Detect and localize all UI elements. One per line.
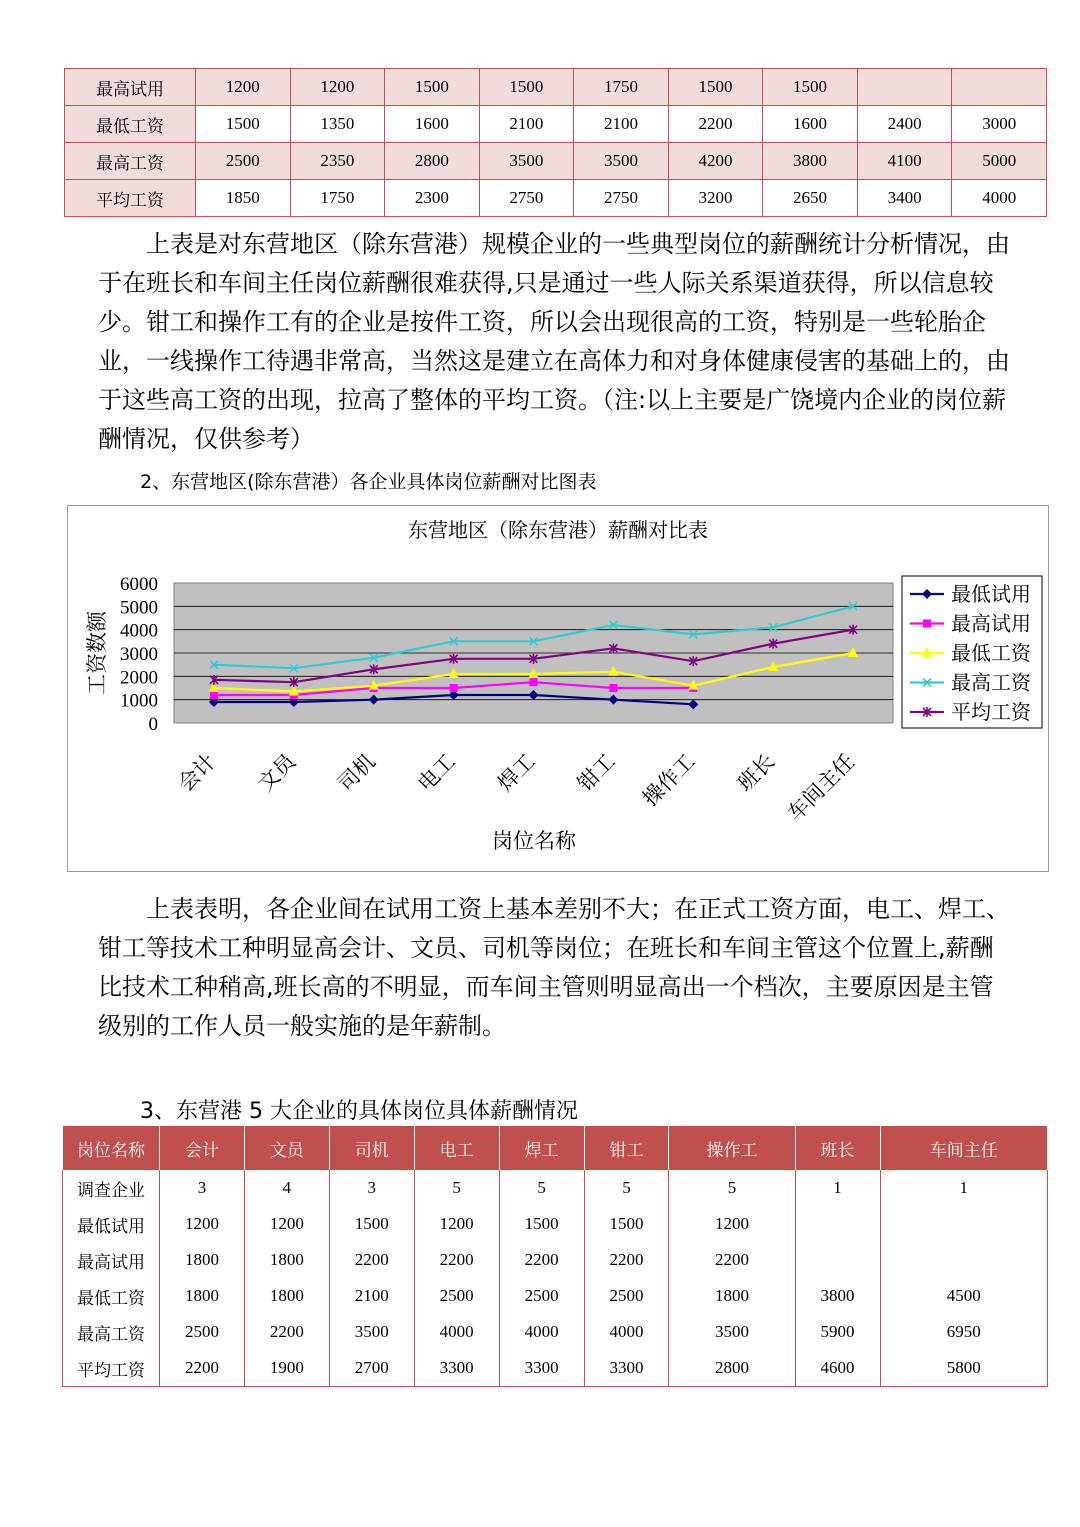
column-header: 司机: [329, 1127, 414, 1171]
table-cell: 2500: [584, 1278, 669, 1314]
row-label: 最高工资: [63, 1314, 160, 1350]
data-point: [210, 691, 218, 699]
table-cell: 3500: [479, 143, 574, 180]
section-heading-2: 2、东营地区(除东营港）各企业具体岗位薪酬对比图表: [140, 471, 597, 493]
chart-svg: [68, 506, 1048, 871]
table-cell: [952, 69, 1047, 106]
table-cell: 1600: [385, 106, 480, 143]
table-cell: 4000: [952, 180, 1047, 217]
row-label: 最低工资: [65, 106, 196, 143]
table-cell: 4000: [414, 1314, 499, 1350]
table-cell: 6950: [880, 1314, 1048, 1350]
table-cell: 3500: [574, 143, 669, 180]
y-tick-label: 4000: [120, 620, 158, 642]
y-tick-label: 2000: [120, 667, 158, 689]
table-header-row: [63, 1127, 1048, 1171]
table-row: [65, 106, 1047, 143]
table-cell: 3: [160, 1170, 245, 1206]
table-cell: 5: [499, 1170, 584, 1206]
salary-comparison-chart: [67, 505, 1049, 872]
table-cell: 1850: [196, 180, 291, 217]
x-tick-label: 钳工: [573, 749, 620, 796]
table-cell: 4000: [499, 1314, 584, 1350]
table-cell: 1200: [244, 1206, 329, 1242]
table-cell: [880, 1242, 1048, 1278]
table-cell: 1750: [574, 69, 669, 106]
legend-label: 最低工资: [951, 641, 1031, 665]
row-label: 调查企业: [63, 1170, 160, 1206]
y-tick-label: 3000: [120, 644, 158, 665]
column-header: 岗位名称: [63, 1127, 160, 1171]
x-tick-label: 车间主任: [782, 749, 860, 826]
table-cell: 5: [669, 1170, 795, 1206]
legend-label: 最高工资: [951, 670, 1031, 695]
column-header: 车间主任: [880, 1127, 1048, 1171]
table-cell: 4000: [584, 1314, 669, 1350]
table-cell: 1750: [290, 180, 385, 217]
row-label: 最高工资: [65, 143, 196, 180]
table-cell: 3200: [668, 180, 763, 217]
table-cell: [795, 1242, 880, 1278]
table-cell: 5: [584, 1170, 669, 1206]
table-cell: [795, 1206, 880, 1242]
table-cell: 2200: [499, 1242, 584, 1278]
table-cell: 1500: [668, 69, 763, 106]
legend-marker: [923, 620, 931, 628]
table-cell: [880, 1206, 1048, 1242]
column-header: 钳工: [584, 1127, 669, 1171]
table-cell: 1500: [479, 69, 574, 106]
x-tick-label: 电工: [413, 749, 460, 796]
y-axis-label: 工资数额: [85, 611, 109, 695]
data-point: [609, 684, 617, 692]
legend-label: 最低试用: [951, 582, 1031, 606]
table-cell: 1500: [196, 106, 291, 143]
column-header: 会计: [160, 1127, 245, 1171]
table-cell: 4500: [880, 1278, 1048, 1314]
table-row: [63, 1242, 1048, 1278]
table-cell: 4600: [795, 1350, 880, 1387]
table-row: [63, 1350, 1048, 1387]
table-cell: 1800: [244, 1278, 329, 1314]
x-tick-label: 司机: [333, 749, 381, 796]
table-cell: 2750: [574, 180, 669, 217]
table-cell: 1500: [584, 1206, 669, 1242]
table-cell: 1800: [160, 1242, 245, 1278]
table-row: [65, 143, 1047, 180]
row-label: 平均工资: [65, 180, 196, 217]
table-cell: 2200: [668, 106, 763, 143]
table-row: [65, 180, 1047, 217]
table-cell: 2100: [329, 1278, 414, 1314]
table-cell: 2200: [414, 1242, 499, 1278]
column-header: 班长: [795, 1127, 880, 1171]
table-row: [63, 1278, 1048, 1314]
table-row: [63, 1206, 1048, 1242]
table-cell: 5900: [795, 1314, 880, 1350]
table-cell: 3000: [952, 106, 1047, 143]
chart-title: 东营地区（除东营港）薪酬对比表: [408, 518, 708, 542]
table-cell: 1800: [160, 1278, 245, 1314]
table-cell: 3800: [763, 143, 858, 180]
table-row: [65, 69, 1047, 106]
column-header: 文员: [244, 1127, 329, 1171]
data-point: [530, 678, 538, 686]
salary-table-continued: [64, 68, 1047, 217]
table-cell: 5800: [880, 1350, 1048, 1387]
table-cell: 2500: [196, 143, 291, 180]
table-cell: 3300: [414, 1350, 499, 1387]
table-row: [63, 1314, 1048, 1350]
table-cell: 1: [880, 1170, 1048, 1206]
table-cell: 1500: [499, 1206, 584, 1242]
table-cell: 1800: [244, 1242, 329, 1278]
table-cell: 2100: [479, 106, 574, 143]
port-salary-table: [62, 1126, 1048, 1387]
table-cell: 1500: [385, 69, 480, 106]
row-label: 最低工资: [63, 1278, 160, 1314]
table-cell: 2500: [499, 1278, 584, 1314]
table-cell: 2700: [329, 1350, 414, 1387]
x-tick-label: 操作工: [638, 749, 700, 811]
table-cell: 3500: [329, 1314, 414, 1350]
table-cell: 1900: [244, 1350, 329, 1387]
analysis-paragraph-1-text: 上表是对东营地区（除东营港）规模企业的一些典型岗位的薪酬统计分析情况，由于在班长和车间主任岗位薪酬很难获得,只是通过一些人际关系渠道获得，所以信息较少。钳工和操作工有的企业是按件工资，所以会出现很高的工资，特别是一些轮胎企业，一线操作工待遇非常高，当然这是建立在高体力和对身体健康侵害的基础上的，由于这些高工资的出现，拉高了整体的平均工资。（注:以上主要是广饶境内企业的岗位薪酬情况，仅供参考）: [98, 230, 1010, 453]
table-cell: 2800: [385, 143, 480, 180]
table-cell: 1600: [763, 106, 858, 143]
table-cell: 1200: [669, 1206, 795, 1242]
y-tick-label: 0: [148, 714, 158, 735]
table-cell: 2300: [385, 180, 480, 217]
table-cell: 1200: [290, 69, 385, 106]
row-label: 最低试用: [63, 1206, 160, 1242]
column-header: 电工: [414, 1127, 499, 1171]
table-cell: 1200: [160, 1206, 245, 1242]
analysis-paragraph-2-text: 上表表明，各企业间在试用工资上基本差别不大；在正式工资方面，电工、焊工、钳工等技术工种明显高会计、文员、司机等岗位；在班长和车间主管这个位置上,薪酬比技术工种稍高,班长高的不明显，而车间主管则明显高出一个档次，主要原因是主管级别的工作人员一般实施的是年薪制。: [98, 895, 1010, 1040]
table-cell: 2200: [584, 1242, 669, 1278]
table-cell: 3300: [499, 1350, 584, 1387]
table-cell: 2200: [669, 1242, 795, 1278]
x-tick-label: 班长: [732, 749, 780, 796]
y-tick-label: 1000: [120, 690, 158, 712]
table-cell: 2650: [763, 180, 858, 217]
y-tick-label: 5000: [120, 597, 158, 619]
row-label: 最高试用: [65, 69, 196, 106]
table-cell: 2750: [479, 180, 574, 217]
table-cell: 1350: [290, 106, 385, 143]
table-cell: 3400: [857, 180, 952, 217]
analysis-paragraph-1: [98, 225, 1016, 459]
table-cell: 1500: [763, 69, 858, 106]
table-cell: [857, 69, 952, 106]
analysis-paragraph-2: [98, 890, 1016, 1046]
table-cell: 3300: [584, 1350, 669, 1387]
column-header: 焊工: [499, 1127, 584, 1171]
data-point: [450, 684, 458, 692]
table-cell: 5000: [952, 143, 1047, 180]
x-tick-label: 焊工: [493, 749, 540, 796]
table-cell: 2100: [574, 106, 669, 143]
table-cell: 2200: [329, 1242, 414, 1278]
table-cell: 2200: [244, 1314, 329, 1350]
table-cell: 3500: [669, 1314, 795, 1350]
table-cell: 2200: [160, 1350, 245, 1387]
x-tick-label: 会计: [173, 749, 221, 796]
table-cell: 2800: [669, 1350, 795, 1387]
column-header: 操作工: [669, 1127, 795, 1171]
table-cell: 2400: [857, 106, 952, 143]
x-axis-label: 岗位名称: [492, 829, 576, 853]
table-cell: 4: [244, 1170, 329, 1206]
row-label: 平均工资: [63, 1350, 160, 1387]
table-cell: 3800: [795, 1278, 880, 1314]
table-cell: 2500: [414, 1278, 499, 1314]
legend-label: 最高试用: [951, 611, 1031, 636]
legend-label: 平均工资: [951, 700, 1031, 724]
table-cell: 2350: [290, 143, 385, 180]
y-tick-label: 6000: [120, 574, 158, 595]
table-cell: 1200: [196, 69, 291, 106]
row-label: 最高试用: [63, 1242, 160, 1278]
table-cell: 1: [795, 1170, 880, 1206]
table-row: [63, 1170, 1048, 1206]
table-cell: 5: [414, 1170, 499, 1206]
x-tick-label: 文员: [253, 749, 301, 796]
table-cell: 4200: [668, 143, 763, 180]
table-cell: 1200: [414, 1206, 499, 1242]
section-heading-3: 3、东营港 5 大企业的具体岗位具体薪酬情况: [140, 1099, 578, 1124]
table-cell: 1800: [669, 1278, 795, 1314]
table-cell: 1500: [329, 1206, 414, 1242]
table-cell: 2500: [160, 1314, 245, 1350]
table-cell: 3: [329, 1170, 414, 1206]
table-cell: 4100: [857, 143, 952, 180]
